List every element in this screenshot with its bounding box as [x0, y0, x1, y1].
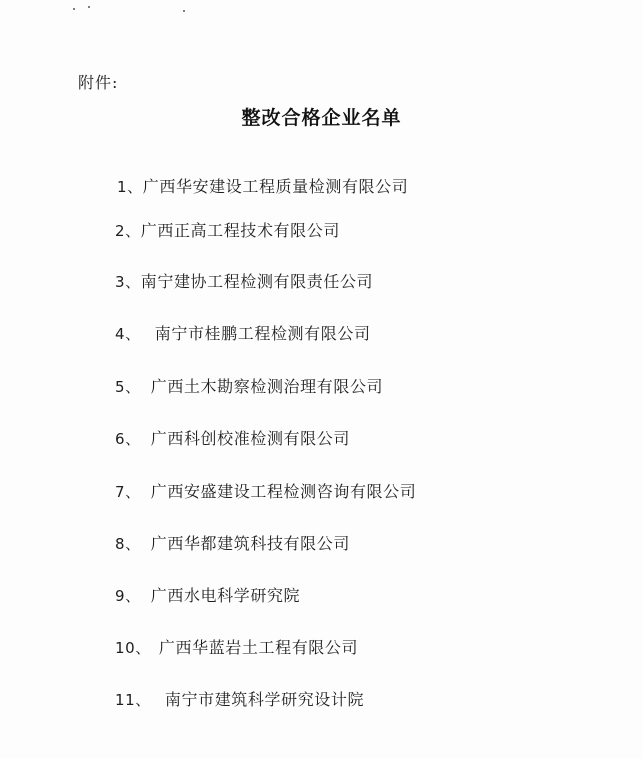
list-item — [115, 321, 371, 344]
item-company-name: 广西土木勘察检测治理有限公司 — [150, 377, 384, 396]
list-item — [115, 635, 358, 658]
item-number: 5、 — [115, 378, 141, 396]
page-title: 整改合格企业名单 — [241, 107, 402, 129]
item-company-name: 南宁市建筑科学研究设计院 — [164, 690, 365, 709]
item-number: 11、 — [115, 691, 151, 709]
attachment-label: 附件: — [78, 73, 119, 92]
list-item — [115, 479, 416, 502]
item-number: 1、 — [117, 178, 143, 196]
item-number: 6、 — [115, 430, 141, 448]
item-company-name: 广西正高工程技术有限公司 — [140, 221, 340, 240]
list-item — [115, 426, 350, 449]
item-company-name: 广西华安建设工程质量检测有限公司 — [142, 177, 409, 196]
list-item — [115, 374, 383, 397]
item-number: 9、 — [115, 587, 141, 605]
item-company-name: 广西华蓝岩土工程有限公司 — [158, 638, 359, 657]
item-company-name: 南宁市桂鹏工程检测有限公司 — [154, 324, 371, 343]
list-item — [115, 583, 300, 606]
item-number: 10、 — [115, 639, 151, 657]
list-item — [115, 218, 340, 241]
item-company-name: 广西科创校准检测有限公司 — [150, 429, 350, 448]
item-company-name: 广西安盛建设工程检测咨询有限公司 — [150, 482, 417, 501]
list-item — [115, 269, 373, 292]
item-company-name: 广西水电科学研究院 — [150, 586, 301, 605]
item-number: 2、 — [115, 222, 141, 240]
item-number: 7、 — [115, 483, 141, 501]
list-item — [117, 174, 408, 197]
item-number: 4、 — [115, 325, 141, 343]
list-item — [115, 531, 350, 554]
item-company-name: 广西华都建筑科技有限公司 — [150, 534, 350, 553]
list-item — [115, 687, 364, 710]
item-number: 8、 — [115, 535, 141, 553]
item-company-name: 南宁建协工程检测有限责任公司 — [140, 272, 374, 291]
item-number: 3、 — [115, 273, 141, 291]
